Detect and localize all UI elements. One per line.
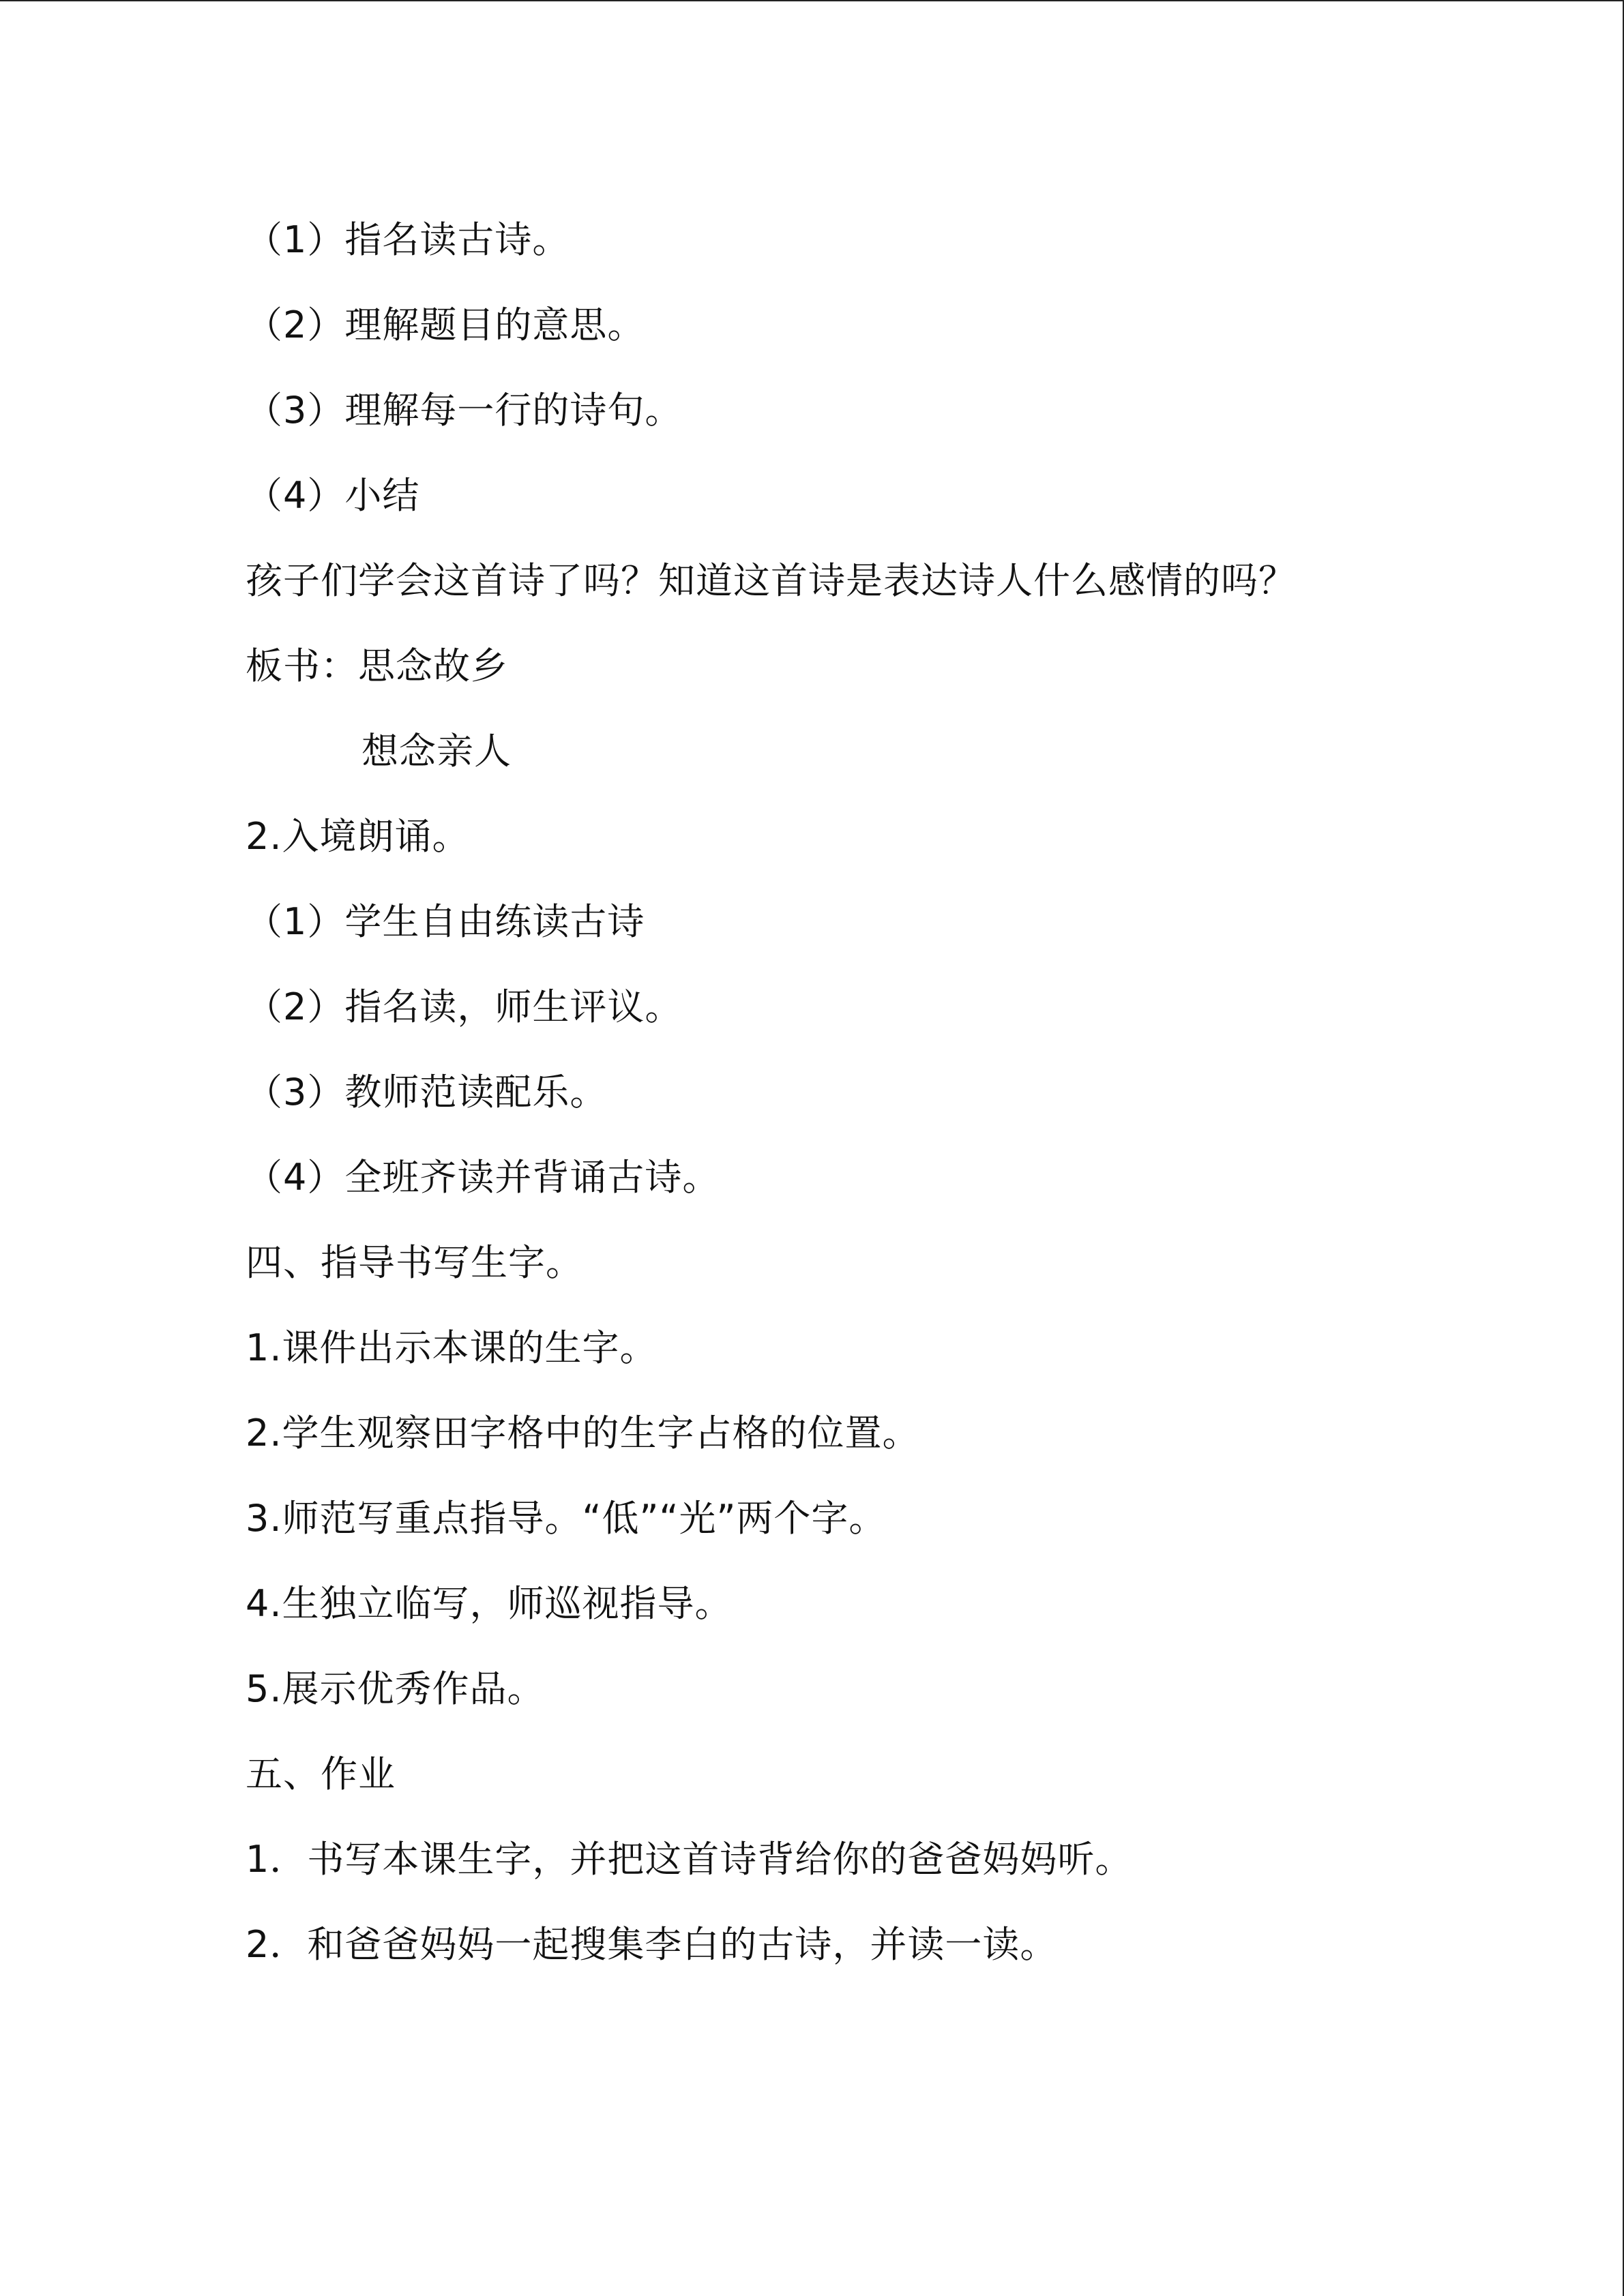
text-line: （1）学生自由练读古诗 [246, 900, 645, 943]
text-line: 3.师范写重点指导。“低”“光”两个字。 [246, 1497, 887, 1540]
text-line: 想念亲人 [361, 730, 512, 773]
text-line: （2）指名读，师生评议。 [246, 985, 683, 1028]
text-line: （3）教师范读配乐。 [246, 1071, 608, 1114]
text-line: 2．和爸爸妈妈一起搜集李白的古诗，并读一读。 [246, 1923, 1058, 1966]
text-line: 五、作业 [246, 1753, 396, 1795]
text-line: （1）指名读古诗。 [246, 218, 570, 261]
text-line: （4）全班齐读并背诵古诗。 [246, 1156, 720, 1199]
text-line: 孩子们学会这首诗了吗？知道这首诗是表达诗人什么感情的吗？ [246, 559, 1296, 602]
text-line: 四、指导书写生字。 [246, 1241, 583, 1284]
text-line: 1．书写本课生字，并把这首诗背给你的爸爸妈妈听。 [246, 1838, 1133, 1881]
text-line: （3）理解每一行的诗句。 [246, 389, 683, 432]
text-line: 1.课件出示本课的生字。 [246, 1326, 658, 1369]
text-line: 2.入境朗诵。 [246, 815, 470, 858]
text-line: 4.生独立临写，师巡视指导。 [246, 1582, 733, 1625]
text-line: （4）小结 [246, 474, 420, 517]
text-line: 板书：思念故乡 [246, 644, 508, 687]
text-line: 2.学生观察田字格中的生字占格的位置。 [246, 1412, 920, 1455]
text-line: （2）理解题目的意思。 [246, 303, 645, 346]
text-line: 5.展示优秀作品。 [246, 1667, 545, 1710]
